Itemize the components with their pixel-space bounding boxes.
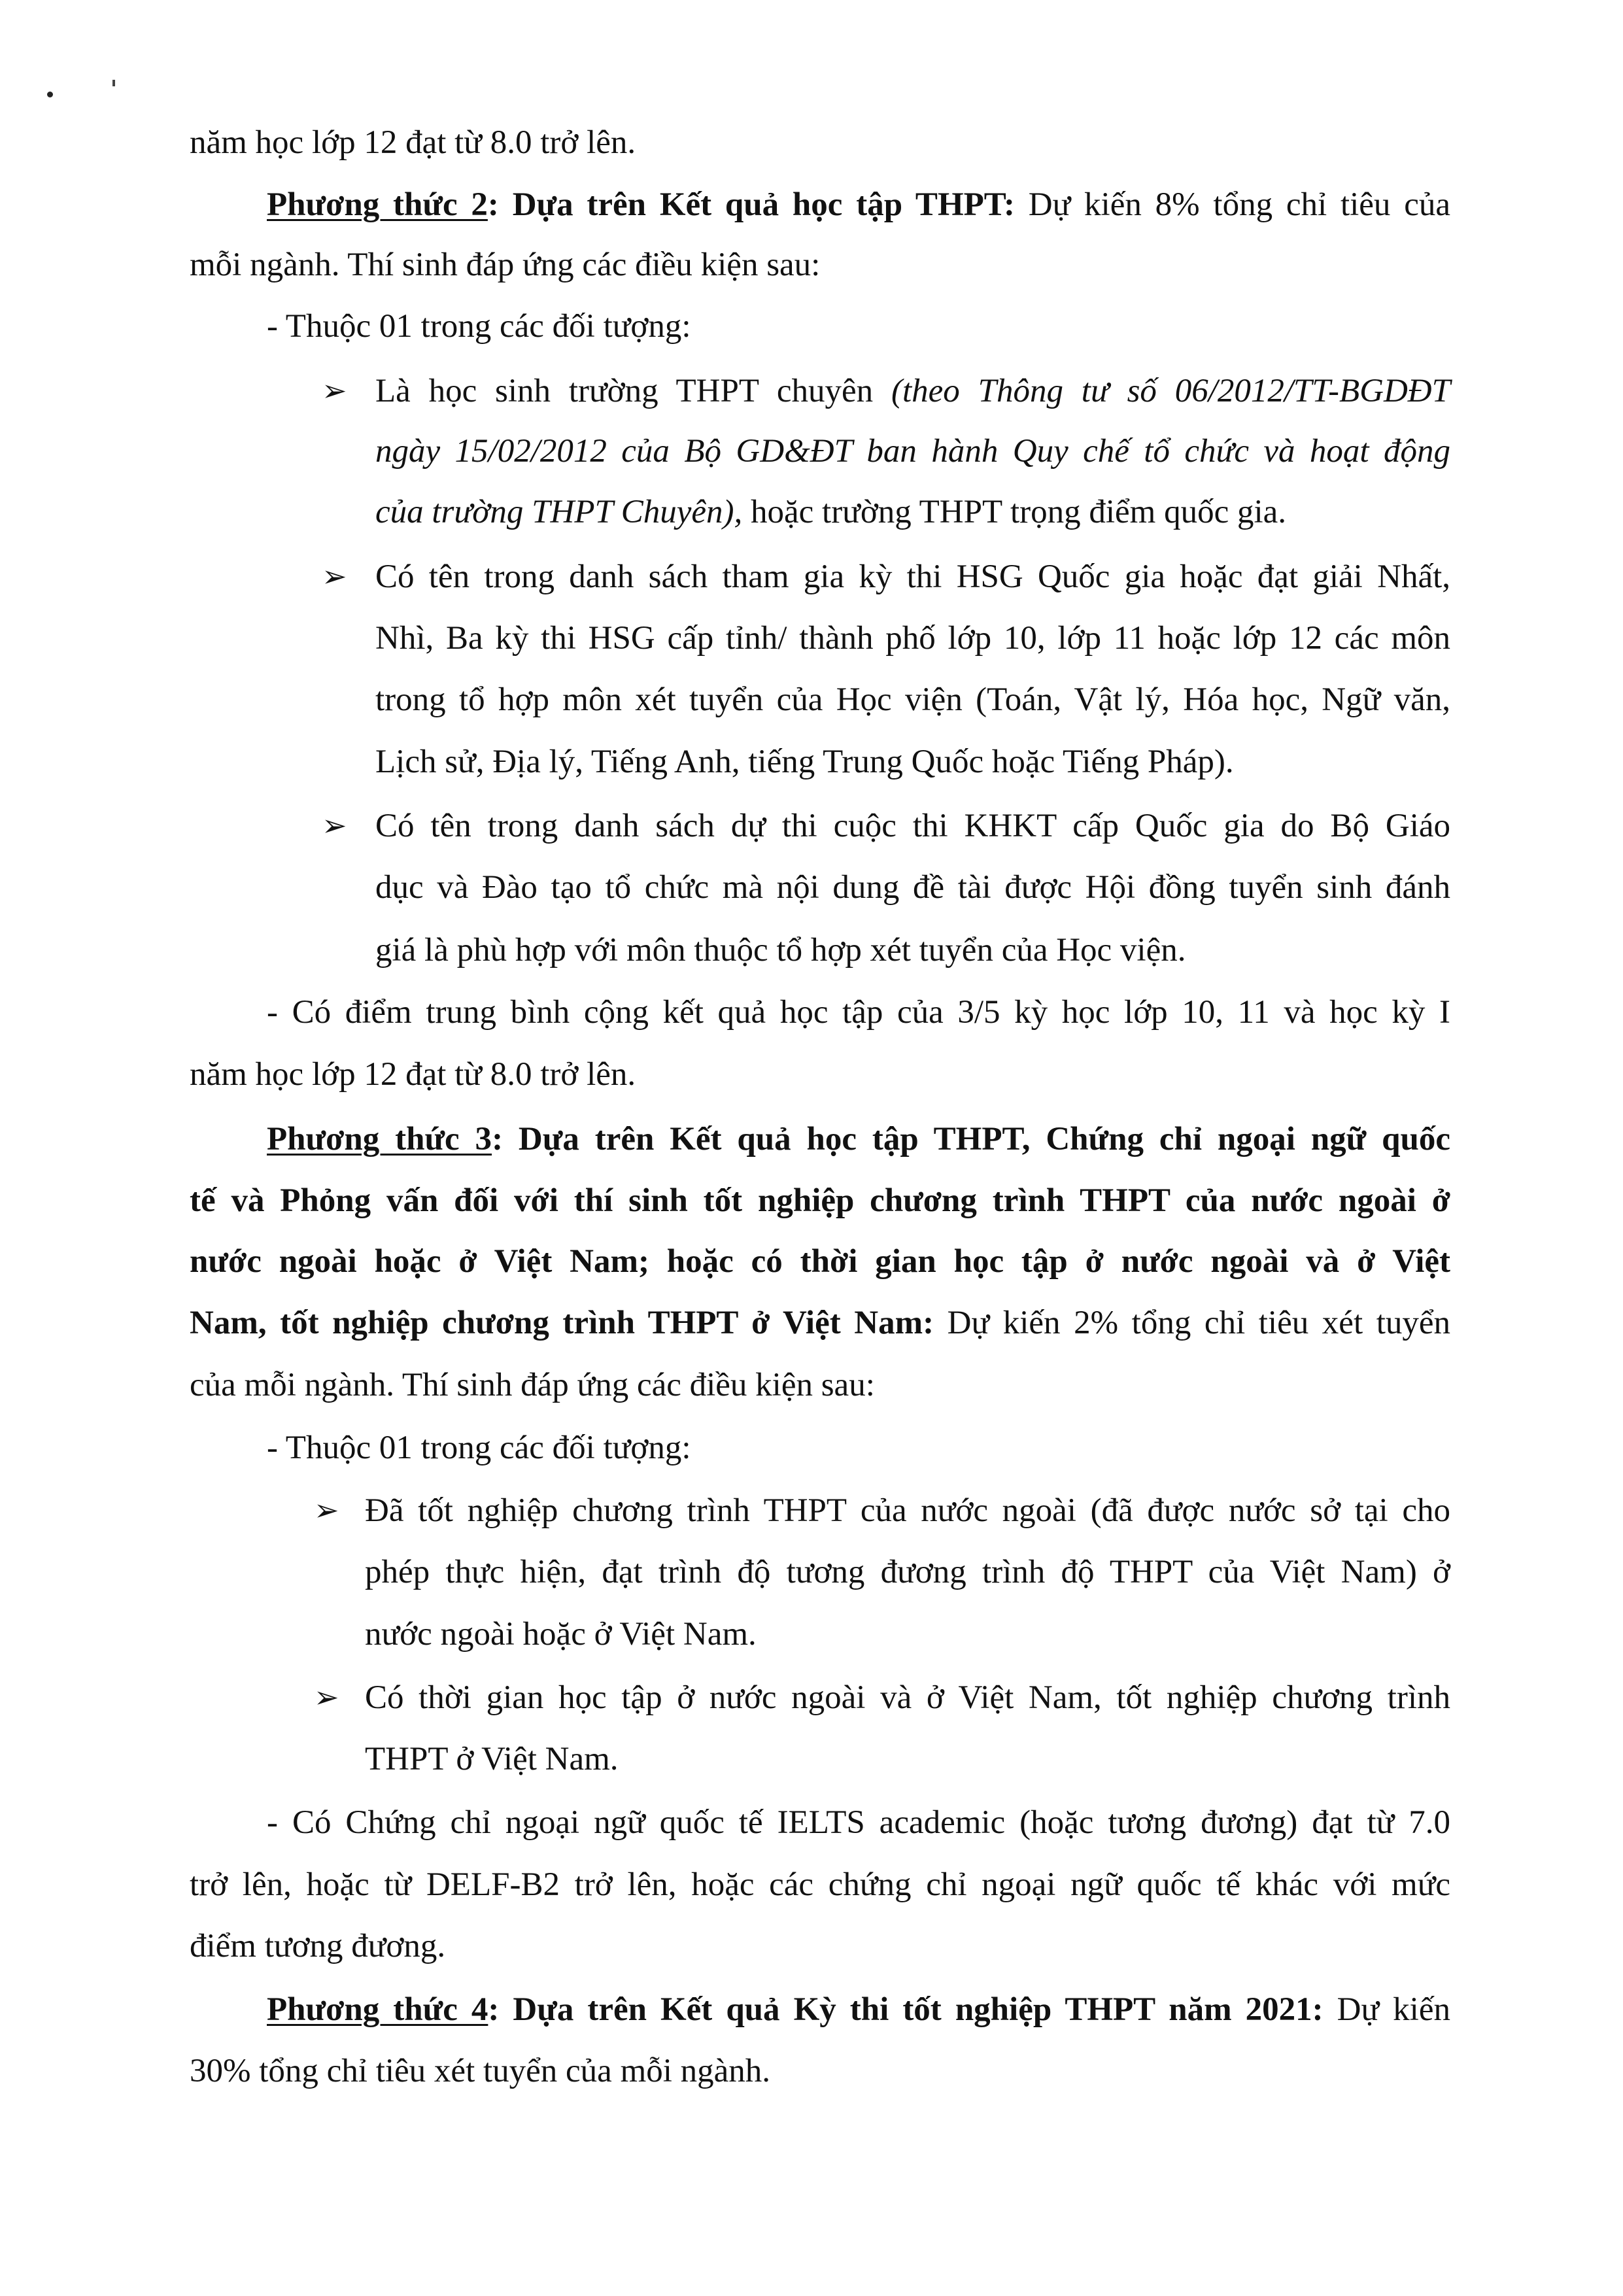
text-line: điểm tương đương. xyxy=(190,1928,446,1964)
method-3-label: Phương thức 3 xyxy=(267,1121,492,1157)
arrow-bullet-icon: ➢ xyxy=(314,1681,339,1714)
method-2-heading: Phương thức 2: Dựa trên Kết quả học tập THPT: Dự kiến 8% tổng chỉ tiêu của xyxy=(267,186,1450,223)
bullet-item-cont: giá là phù hợp với môn thuộc tổ hợp xét tuyển của Học viện. xyxy=(375,932,1186,968)
text-line: - Có điểm trung bình cộng kết quả học tập của 3/5 kỳ học lớp 10, 11 và học kỳ I xyxy=(267,994,1450,1031)
method-4-heading: Phương thức 4: Dựa trên Kết quả Kỳ thi tốt nghiệp THPT năm 2021: Dự kiến xyxy=(267,1991,1450,2028)
text-line: - Thuộc 01 trong các đối tượng: xyxy=(267,308,691,345)
bullet-item: Là học sinh trường THPT chuyên (theo Thông tư số 06/2012/TT-BGDĐT xyxy=(375,373,1450,409)
bullet-item-cont: trong tổ hợp môn xét tuyển của Học viện (Toán, Vật lý, Hóa học, Ngữ văn, xyxy=(375,681,1450,718)
text-line: - Có Chứng chỉ ngoại ngữ quốc tế IELTS academic (hoặc tương đương) đạt từ 7.0 xyxy=(267,1804,1450,1841)
method-3-heading: Phương thức 3: Dựa trên Kết quả học tập THPT, Chứng chỉ ngoại ngữ quốc xyxy=(267,1121,1450,1157)
bullet-item-cont: THPT ở Việt Nam. xyxy=(365,1741,619,1777)
text-line: 30% tổng chỉ tiêu xét tuyển của mỗi ngành. xyxy=(190,2053,771,2089)
scan-speck xyxy=(112,80,115,86)
method-2-label: Phương thức 2 xyxy=(267,186,488,223)
text-line: trở lên, hoặc từ DELF-B2 trở lên, hoặc các chứng chỉ ngoại ngữ quốc tế khác với mức xyxy=(190,1866,1450,1903)
bullet-item-cont: của trường THPT Chuyên), hoặc trường THPT trọng điểm quốc gia. xyxy=(375,494,1287,530)
text-line: - Thuộc 01 trong các đối tượng: xyxy=(267,1430,691,1466)
text-line: mỗi ngành. Thí sinh đáp ứng các điều kiện sau: xyxy=(190,247,821,283)
method-3-heading-cont: tế và Phỏng vấn đối với thí sinh tốt nghiệp chương trình THPT của nước ngoài ở xyxy=(190,1182,1450,1219)
bullet-item-cont: Nhì, Ba kỳ thi HSG cấp tỉnh/ thành phố lớp 10, lớp 11 hoặc lớp 12 các môn xyxy=(375,620,1450,657)
method-3-title: Dựa trên Kết quả học tập THPT, Chứng chỉ ngoại ngữ quốc xyxy=(518,1121,1450,1157)
bullet-item: Có tên trong danh sách dự thi cuộc thi KHKT cấp Quốc gia do Bộ Giáo xyxy=(375,808,1450,844)
bullet-item-cont: dục và Đào tạo tổ chức mà nội dung đề tài được Hội đồng tuyển sinh đánh xyxy=(375,869,1450,906)
bullet-item-cont: nước ngoài hoặc ở Việt Nam. xyxy=(365,1616,757,1653)
scan-speck xyxy=(47,92,53,97)
method-2-title: Dựa trên Kết quả học tập THPT: xyxy=(512,186,1015,223)
bullet-item-cont: phép thực hiện, đạt trình độ tương đương trình độ THPT của Việt Nam) ở xyxy=(365,1554,1450,1590)
method-3-heading-cont: nước ngoài hoặc ở Việt Nam; hoặc có thời gian học tập ở nước ngoài và ở Việt xyxy=(190,1243,1450,1280)
bullet-item-cont: Lịch sử, Địa lý, Tiếng Anh, tiếng Trung Quốc hoặc Tiếng Pháp). xyxy=(375,744,1234,780)
text-line: năm học lớp 12 đạt từ 8.0 trở lên. xyxy=(190,124,636,161)
method-4-title: Dựa trên Kết quả Kỳ thi tốt nghiệp THPT năm 2021: xyxy=(513,1991,1324,2028)
bullet-item: Đã tốt nghiệp chương trình THPT của nước ngoài (đã được nước sở tại cho xyxy=(365,1492,1450,1529)
text-line: của mỗi ngành. Thí sinh đáp ứng các điều kiện sau: xyxy=(190,1367,875,1403)
method-3-heading-cont: Nam, tốt nghiệp chương trình THPT ở Việt Nam: Dự kiến 2% tổng chỉ tiêu xét tuyển xyxy=(190,1305,1450,1341)
bullet-item-cont: ngày 15/02/2012 của Bộ GD&ĐT ban hành Quy chế tổ chức và hoạt động xyxy=(375,433,1450,470)
arrow-bullet-icon: ➢ xyxy=(322,374,347,407)
arrow-bullet-icon: ➢ xyxy=(322,809,347,842)
method-4-label: Phương thức 4 xyxy=(267,1991,488,2028)
arrow-bullet-icon: ➢ xyxy=(314,1494,339,1527)
text-line: năm học lớp 12 đạt từ 8.0 trở lên. xyxy=(190,1056,636,1093)
bullet-item: Có tên trong danh sách tham gia kỳ thi HSG Quốc gia hoặc đạt giải Nhất, xyxy=(375,558,1450,595)
bullet-item: Có thời gian học tập ở nước ngoài và ở Việt Nam, tốt nghiệp chương trình xyxy=(365,1679,1450,1716)
arrow-bullet-icon: ➢ xyxy=(322,560,347,593)
